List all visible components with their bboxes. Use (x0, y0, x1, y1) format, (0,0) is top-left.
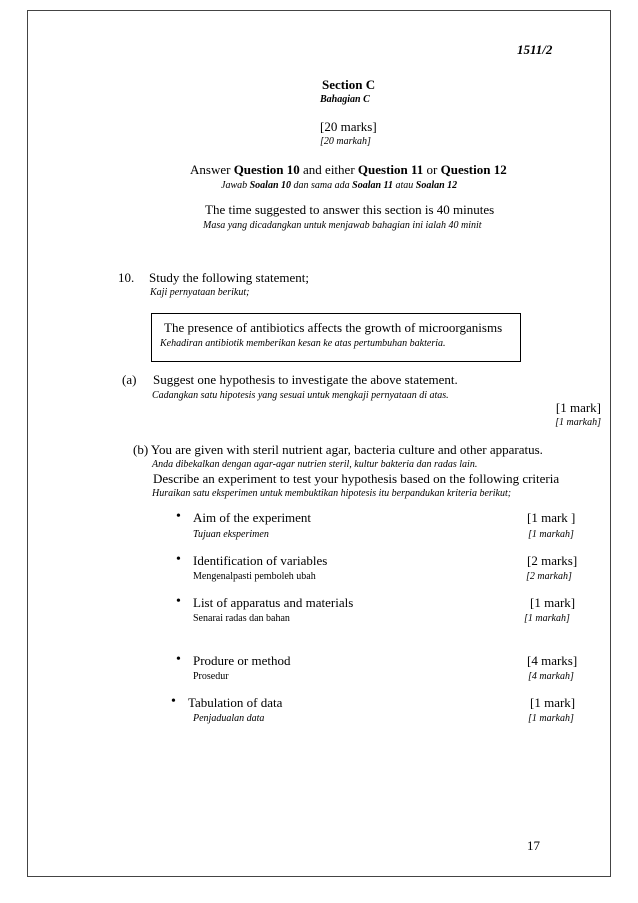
criterion-marks-ms: [1 markah] (528, 529, 574, 540)
criterion-label-ms: Mengenalpasti pemboleh ubah (193, 571, 316, 582)
section-title-ms: Bahagian C (320, 94, 370, 105)
page-number: 17 (527, 838, 540, 853)
part-b-text-ms: Anda dibekalkan dengan agar-agar nutrien steril, kultur bakteria dan radas lain. (152, 459, 478, 470)
criterion-label: Produre or method (193, 653, 291, 668)
part-a-marks: [1 mark] (555, 400, 601, 415)
criterion-label: Tabulation of data (188, 695, 283, 710)
section-marks-ms: [20 markah] (320, 136, 371, 147)
criterion-marks: [1 mark ] (527, 510, 576, 525)
question-prompt: Study the following statement; (149, 270, 309, 285)
time-instruction: The time suggested to answer this section is 40 minutes (205, 202, 495, 217)
criterion-marks-ms: [2 markah] (526, 571, 572, 582)
criterion-marks: [4 marks] (527, 653, 578, 668)
part-b-describe: Describe an experiment to test your hypothesis based on the following criteria (153, 471, 560, 486)
part-a-text: Suggest one hypothesis to investigate the above statement. (153, 372, 458, 387)
bullet-icon: • (171, 694, 176, 709)
part-a-label: (a) (122, 372, 137, 387)
criterion-marks: [1 mark] (530, 695, 576, 710)
criterion-marks-ms: [1 markah] (524, 613, 570, 624)
criterion-label-ms: Tujuan eksperimen (193, 529, 269, 540)
answer-instruction-ms: Jawab Soalan 10 dan sama ada Soalan 11 atau Soalan 12 (221, 180, 458, 191)
question-prompt-ms: Kaji pernyataan berikut; (150, 287, 250, 298)
criterion-label: List of apparatus and materials (193, 595, 354, 610)
statement-text: The presence of antibiotics affects the growth of microorganisms (164, 320, 503, 335)
criterion-label-ms: Prosedur (193, 671, 229, 682)
part-b-text: (b) You are given with steril nutrient agar, bacteria culture and other apparatus. (133, 442, 543, 457)
criterion-marks: [1 mark] (530, 595, 576, 610)
bullet-icon: • (176, 552, 181, 567)
paper-code: 1511/2 (517, 42, 553, 57)
part-a-text-ms: Cadangkan satu hipotesis yang sesuai untuk mengkaji pernyataan di atas. (152, 390, 449, 401)
criterion-label-ms: Senarai radas dan bahan (193, 613, 290, 624)
time-instruction-ms: Masa yang dicadangkan untuk menjawab bahagian ini ialah 40 minit (203, 220, 482, 231)
bullet-icon: • (176, 594, 181, 609)
section-title: Section C (322, 77, 376, 92)
criterion-label: Aim of the experiment (193, 510, 312, 525)
question-number: 10. (118, 270, 135, 285)
answer-instruction: Answer Question 10 and either Question 11 or Question 12 (190, 162, 507, 177)
criterion-marks-ms: [4 markah] (528, 671, 574, 682)
section-marks: [20 marks] (320, 119, 377, 134)
criterion-marks-ms: [1 markah] (528, 713, 574, 724)
criterion-label-ms: Penjadualan data (193, 713, 265, 724)
part-b-describe-ms: Huraikan satu eksperimen untuk membuktikan hipotesis itu berpandukan kriteria berikut; (152, 488, 512, 499)
bullet-icon: • (176, 509, 181, 524)
part-a-marks-ms: [1 markah] (555, 417, 601, 428)
criterion-label: Identification of variables (193, 553, 328, 568)
bullet-icon: • (176, 652, 181, 667)
criterion-marks: [2 marks] (527, 553, 578, 568)
statement-text-ms: Kehadiran antibiotik memberikan kesan ke atas pertumbuhan bakteria. (160, 338, 446, 349)
